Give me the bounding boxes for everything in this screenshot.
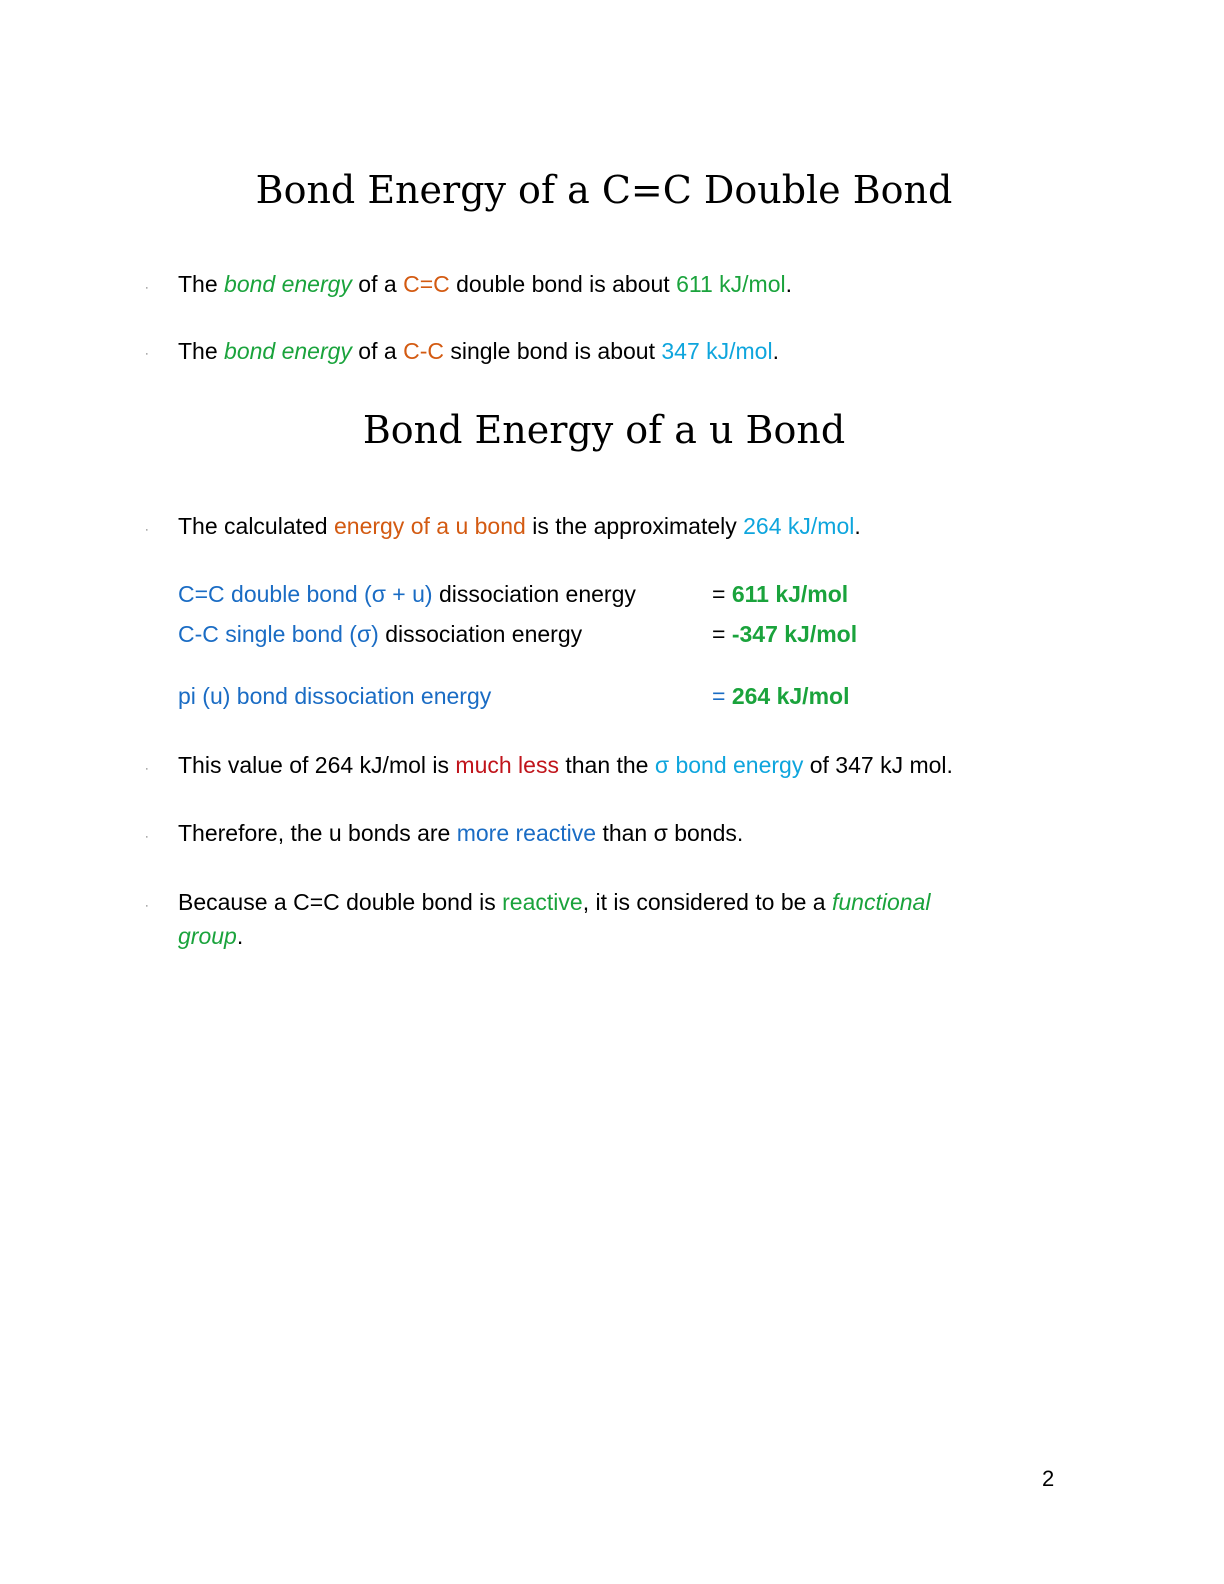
bullet-marker: ·	[145, 282, 149, 294]
equation-value: 264 kJ/mol	[731, 683, 850, 709]
term-more-reactive: more reactive	[456, 820, 597, 846]
bullet-pi-energy	[178, 515, 861, 538]
text: of 347 kJ mol.	[803, 752, 953, 778]
bullet-marker: ·	[145, 348, 149, 360]
equation-row-double	[178, 583, 636, 606]
bullet-functional-group	[178, 891, 930, 914]
term-pi-energy: energy of a u bond	[333, 513, 526, 539]
page-number: 2	[1042, 1466, 1055, 1491]
text: Therefore, the u bonds are	[178, 820, 457, 846]
equals-sign: =	[712, 581, 732, 607]
value-347: 347 kJ/mol	[661, 338, 773, 364]
text: The	[178, 338, 225, 364]
equals-sign: =	[712, 621, 732, 647]
term-functional: functional	[832, 889, 931, 915]
text: double bond is about	[449, 271, 677, 297]
term-sigma-energy: σ bond energy	[654, 752, 804, 778]
equation-value-double	[712, 583, 848, 606]
bullet-marker: ·	[145, 831, 149, 843]
bullet-comparison	[178, 754, 953, 777]
term-bond-energy: bond energy	[224, 271, 352, 297]
term-bond-energy: bond energy	[224, 338, 352, 364]
bullet-reactivity	[178, 822, 743, 845]
equation-label: C=C double bond (σ + u)	[178, 581, 433, 607]
value-264: 264 kJ/mol	[743, 513, 855, 539]
bullet-marker: ·	[145, 524, 149, 536]
text: This value of 264 kJ/mol is	[178, 752, 456, 778]
term-cc-double: C=C	[403, 271, 450, 297]
equation-label-rest: dissociation energy	[378, 621, 583, 647]
equation-label: C-C single bond (σ)	[178, 621, 379, 647]
text: than σ bonds.	[596, 820, 744, 846]
equation-value: -347 kJ/mol	[731, 621, 858, 647]
heading-double-bond: Bond Energy of a C=C Double Bond	[255, 168, 953, 212]
text: is the approximately	[525, 513, 744, 539]
equation-value: 611 kJ/mol	[731, 581, 849, 607]
value-611: 611 kJ/mol	[676, 271, 786, 297]
bullet-functional-group-continued	[178, 925, 243, 948]
bullet-cc-double-energy	[178, 273, 792, 296]
term-much-less: much less	[455, 752, 559, 778]
heading-pi-bond: Bond Energy of a u Bond	[362, 408, 846, 452]
equals-sign: =	[712, 683, 732, 709]
equation-value-pi	[712, 685, 849, 708]
term-cc-single: C-C	[403, 338, 444, 364]
term-group: group	[178, 923, 237, 949]
text: , it is considered to be a	[582, 889, 832, 915]
text: .	[236, 923, 244, 949]
text: Because a C=C double bond is	[178, 889, 503, 915]
text: The	[178, 271, 225, 297]
bullet-marker: ·	[145, 763, 149, 775]
equation-label: pi (u) bond dissociation energy	[178, 683, 492, 709]
text: .	[854, 513, 861, 539]
text: The calculated	[178, 513, 334, 539]
text: .	[785, 271, 792, 297]
text: of a	[351, 271, 404, 297]
equation-value-single	[712, 623, 857, 646]
text: than the	[558, 752, 655, 778]
text: of a	[351, 338, 404, 364]
text: single bond is about	[443, 338, 662, 364]
text: .	[772, 338, 779, 364]
equation-row-pi	[178, 685, 491, 708]
equation-label-rest: dissociation energy	[432, 581, 636, 607]
bullet-marker: ·	[145, 900, 149, 912]
equation-row-single	[178, 623, 582, 646]
bullet-cc-single-energy	[178, 340, 779, 363]
term-reactive: reactive	[502, 889, 583, 915]
